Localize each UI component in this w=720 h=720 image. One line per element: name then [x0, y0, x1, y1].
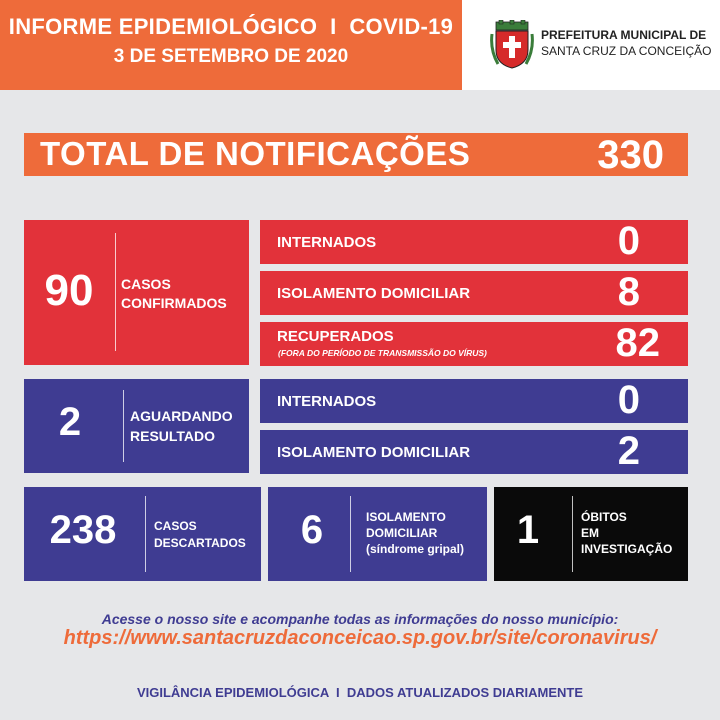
divider	[145, 496, 146, 572]
website-link[interactable]: https://www.santacruzdaconceicao.sp.gov.br/site/coronavirus/	[63, 627, 657, 649]
confirmed-hospitalized-value: 0	[617, 219, 640, 263]
flu-isolation-label-line2: DOMICILIAR	[366, 526, 438, 540]
flu-isolation-label-line3: (síndrome gripal)	[366, 542, 465, 556]
awaiting-hospitalized-value: 0	[617, 378, 640, 422]
awaiting-home-isolation-value: 2	[617, 429, 640, 473]
flu-isolation-label-line1: ISOLAMENTO	[366, 510, 446, 524]
awaiting-results-label-line2: RESULTADO	[130, 428, 216, 444]
confirmed-hospitalized-label: INTERNADOS	[277, 234, 377, 251]
discarded-cases-label-line2: DESCARTADOS	[154, 536, 246, 550]
recovered-label: RECUPERADOS	[277, 328, 394, 345]
coat-of-arms-icon	[490, 20, 534, 70]
deaths-investigation-value: 1	[516, 508, 540, 552]
report-title: INFORME EPIDEMIOLÓGICO I COVID-19	[8, 14, 454, 39]
deaths-investigation-label-line2: EM	[581, 526, 599, 540]
divider	[123, 390, 124, 462]
deaths-investigation-label-line3: INVESTIGAÇÃO	[581, 542, 673, 556]
awaiting-results-value: 2	[58, 400, 82, 444]
awaiting-results-label-line1: AGUARDANDO	[130, 408, 233, 424]
footer-info-text: Acesse o nosso site e acompanhe todas as informações do nosso município:	[101, 611, 619, 627]
confirmed-home-isolation-value: 8	[617, 270, 640, 314]
divider	[115, 233, 116, 351]
divider	[350, 496, 351, 572]
municipality-name-line2: SANTA CRUZ DA CONCEIÇÃO	[541, 44, 712, 58]
discarded-cases-label-line1: CASOS	[154, 519, 197, 533]
recovered-sublabel: (FORA DO PERÍODO DE TRANSMISSÃO DO VÍRUS)	[278, 348, 487, 358]
flu-isolation-value: 6	[300, 508, 324, 552]
confirmed-home-isolation-label: ISOLAMENTO DOMICILIAR	[277, 285, 471, 302]
municipality-name-line1: PREFEITURA MUNICIPAL DE	[541, 28, 707, 42]
recovered-value: 82	[615, 321, 660, 365]
discarded-cases-value: 238	[49, 508, 117, 552]
footer-tagline: VIGILÂNCIA EPIDEMIOLÓGICA I DADOS ATUALIZADOS DIARIAMENTE	[136, 685, 584, 700]
confirmed-cases-label-line1: CASOS	[121, 276, 171, 292]
awaiting-hospitalized-label: INTERNADOS	[277, 393, 377, 410]
report-date: 3 DE SETEMBRO DE 2020	[113, 46, 349, 67]
deaths-investigation-label-line1: ÓBITOS	[581, 510, 627, 524]
total-notifications-label: TOTAL DE NOTIFICAÇÕES	[40, 135, 471, 172]
awaiting-home-isolation-label: ISOLAMENTO DOMICILIAR	[277, 444, 471, 461]
confirmed-cases-label-line2: CONFIRMADOS	[121, 295, 227, 311]
confirmed-cases-value: 90	[44, 266, 94, 315]
divider	[572, 496, 573, 572]
total-notifications-value: 330	[597, 133, 664, 177]
